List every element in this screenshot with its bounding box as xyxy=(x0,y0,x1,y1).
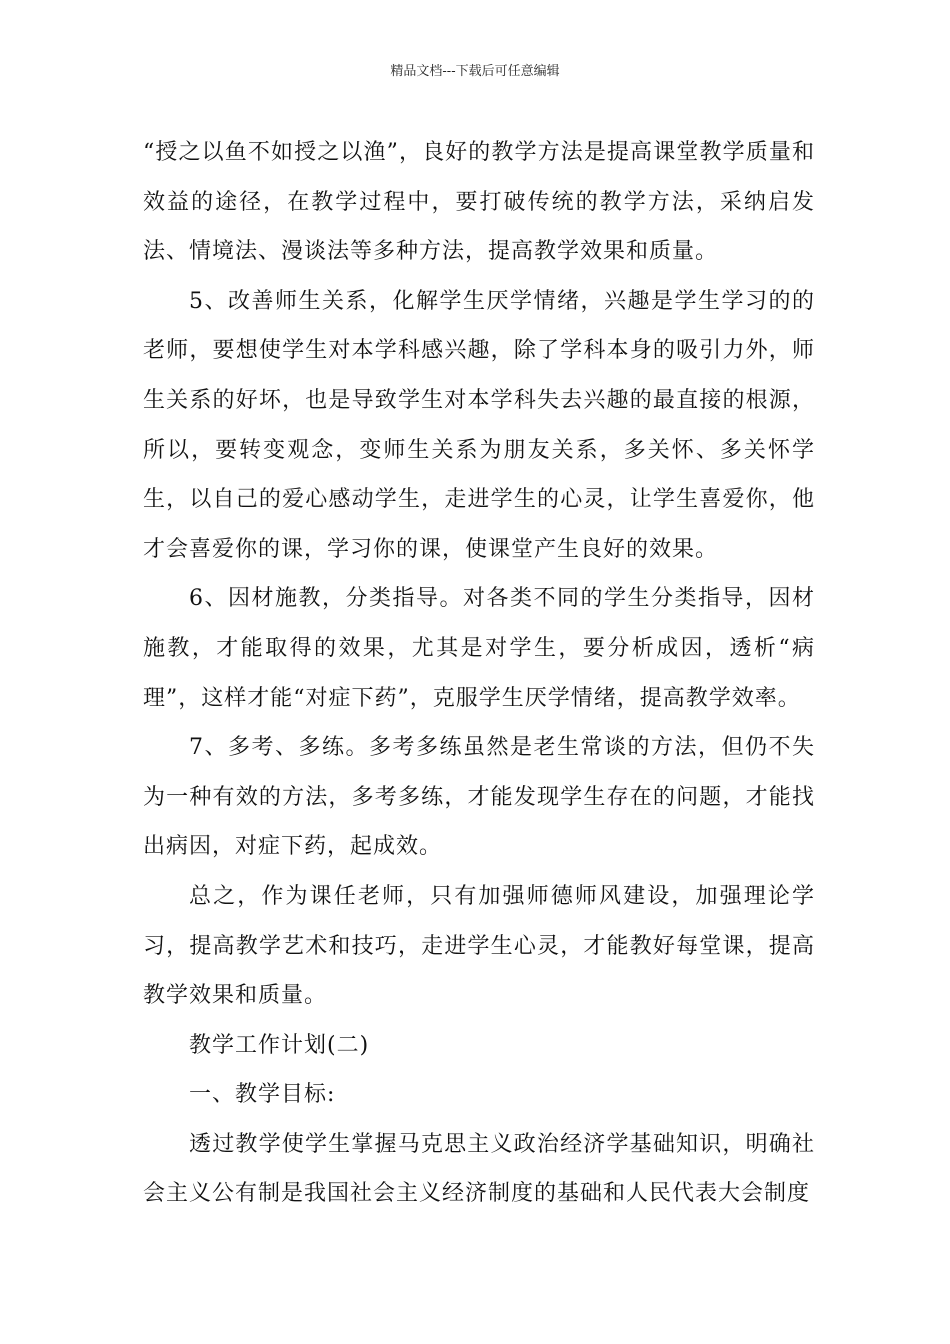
subsection-title: 一、教学目标: xyxy=(189,1082,336,1108)
paragraph-conclusion: 总之，作为课任老师，只有加强师德师风建设，加强理论学习，提高教学艺术和技巧，走进学生心灵，才能教好每堂课，提高教学效果和质量。 xyxy=(143,883,815,1009)
paragraph-teaching-methods: “授之以鱼不如授之以渔”，良好的教学方法是提高课堂教学质量和效益的途径，在教学过程中，要打破传统的教学方法，采纳启发法、情境法、漫谈法等多种方法，提高教学效果和质量。 xyxy=(143,140,815,265)
paragraph-point-6: 6、因材施教，分类指导。对各类不同的学生分类指导，因材施教，才能取得的效果，尤其是对学生，要分析成因，透析“病理”，这样才能“对症下药”，克服学生厌学情绪，提高教学效率。 xyxy=(143,586,815,711)
section-title: 教学工作计划(二) xyxy=(189,1032,370,1058)
page-header: 精品文档---下载后可任意编辑 xyxy=(390,64,560,79)
paragraph-point-5: 5、改善师生关系，化解学生厌学情绪，兴趣是学生学习的的老师，要想使学生对本学科感兴趣，除了学科本身的吸引力外，师生关系的好坏，也是导致学生对本学科失去兴趣的最直接的根源，所以，要转变观念，变师生关系为朋友关系，多关怀、多关怀学生，以自己的爱心感动学生，走进学生的心灵，让学生喜爱你，他才会喜爱你的课，学习你的课，使课堂产生良好的效果。 xyxy=(143,288,815,562)
paragraph-objectives: 透过教学使学生掌握马克思主义政治经济学基础知识，明确社会主义公有制是我国社会主义经济制度的基础和人民代表大会制度 xyxy=(143,1131,815,1207)
document-body xyxy=(143,128,815,1219)
paragraph-point-7: 7、多考、多练。多考多练虽然是老生常谈的方法，但仍不失为一种有效的方法，多考多练，才能发现学生存在的问题，才能找出病因，对症下药，起成效。 xyxy=(143,735,815,860)
